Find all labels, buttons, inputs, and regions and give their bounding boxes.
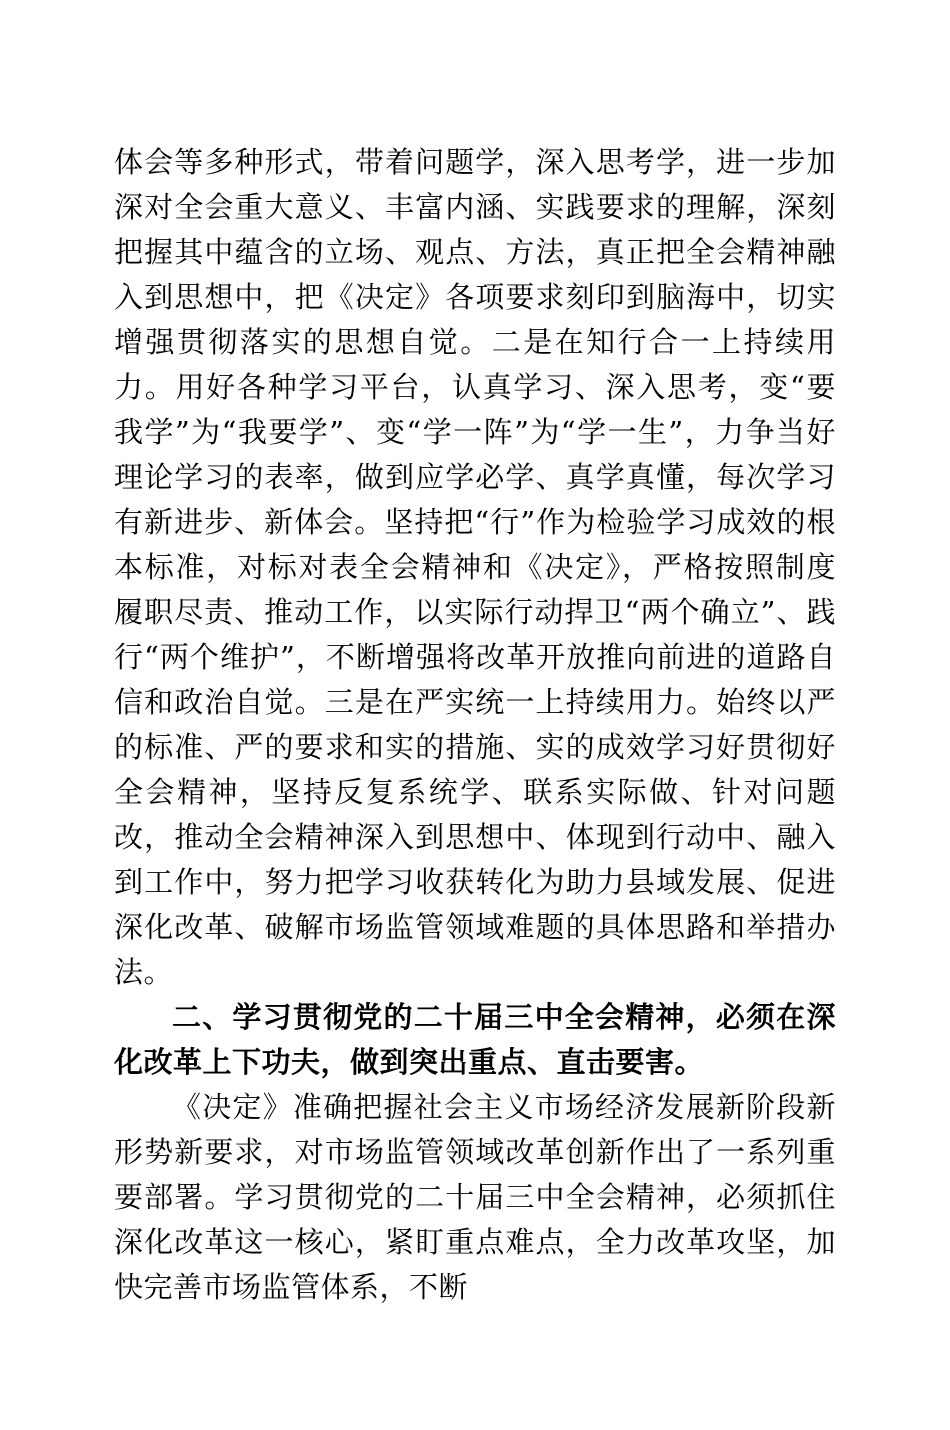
paragraph: 《决定》准确把握社会主义市场经济发展新阶段新形势新要求，对市场监管领域改革创新作出了一系列重要部署。学习贯彻党的二十届三中全会精神，必须抓住深化改革这一核心，紧盯重点难点，全力改革攻坚，加快完善市场监管体系，不断 <box>114 1090 836 1304</box>
paragraph-continuation: 体会等多种形式，带着问题学，深入思考学，进一步加深对全会重大意义、丰富内涵、实践要求的理解，深刻把握其中蕴含的立场、观点、方法，真正把全会精神融入到思想中，把《决定》各项要求刻印到脑海中，切实增强贯彻落实的思想自觉。二是在知行合一上持续用力。用好各种学习平台，认真学习、深入思考，变“要我学”为“我要学”、变“学一阵”为“学一生”，力争当好理论学习的表率，做到应学必学、真学真懂，每次学习有新进步、新体会。坚持把“行”作为检验学习成效的根本标准，对标对表全会精神和《决定》，严格按照制度履职尽责、推动工作，以实际行动捍卫“两个确立”、践行“两个维护”，不断增强将改革开放推向前进的道路自信和政治自觉。三是在严实统一上持续用力。始终以严的标准、严的要求和实的措施、实的成效学习好贯彻好全会精神，坚持反复系统学、联系实际做、针对问题改，推动全会精神深入到思想中、体现到行动中、融入到工作中，努力把学习收获转化为助力县域发展、促进深化改革、破解市场监管领域难题的具体思路和举措办法。 <box>114 145 836 989</box>
document-body <box>114 140 836 1310</box>
section-heading: 二、学习贯彻党的二十届三中全会精神，必须在深化改革上下功夫，做到突出重点、直击要害。 <box>114 1000 836 1079</box>
